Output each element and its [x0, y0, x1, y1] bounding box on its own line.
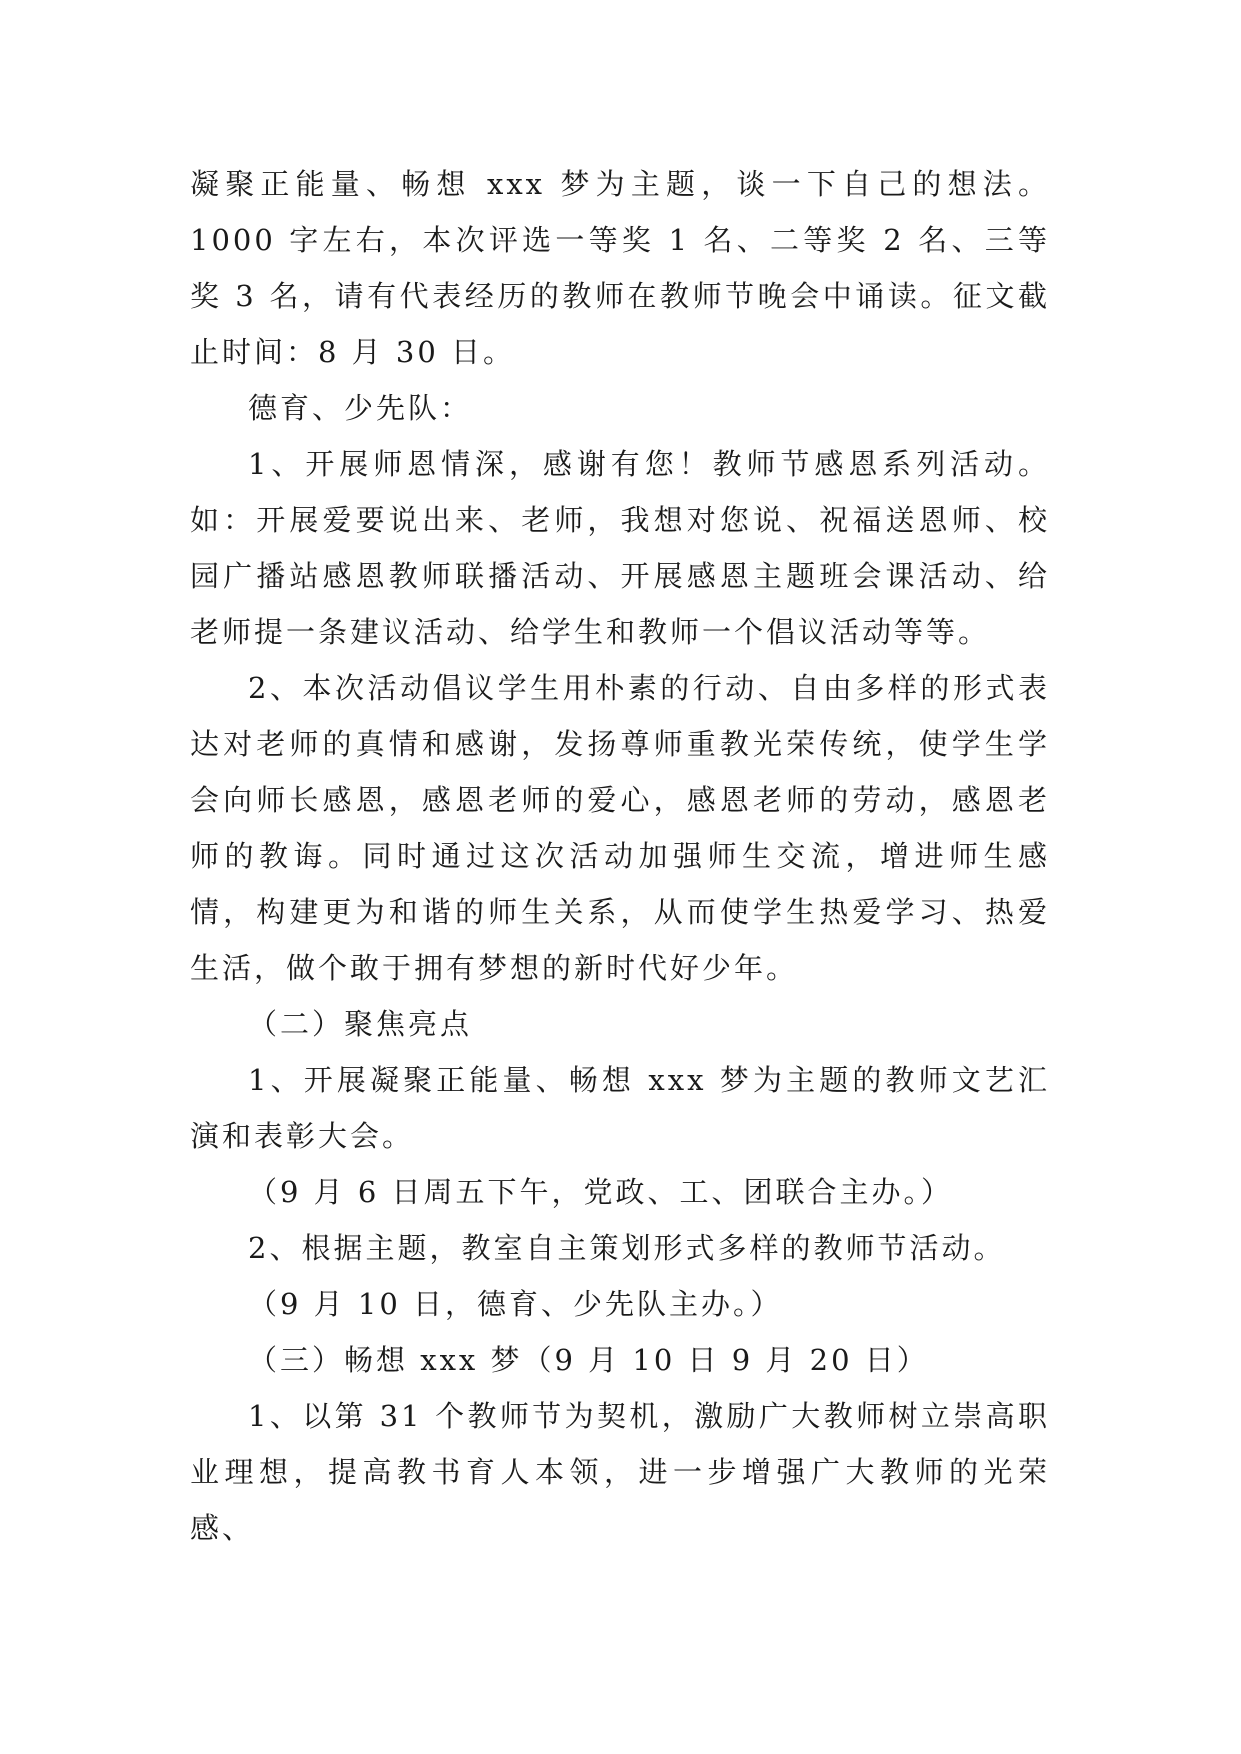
paragraph-focus-item-1: 1、开展凝聚正能量、畅想 xxx 梦为主题的教师文艺汇演和表彰大会。: [190, 1063, 1050, 1153]
paragraph-focus-item-2-note: （9 月 10 日，德育、少先队主办。）: [248, 1287, 783, 1321]
paragraph-dream-item-1: 1、以第 31 个教师节为契机，激励广大教师树立崇高职业理想，提高教书育人本领，进一步增强广大教师的光荣感、: [190, 1399, 1050, 1545]
paragraph-focus-item-2: 2、根据主题，教室自主策划形式多样的教师节活动。: [248, 1231, 1006, 1265]
paragraph-item-2-initiative: 2、本次活动倡议学生用朴素的行动、自由多样的形式表达对老师的真情和感谢，发扬尊师重教光荣传统，使学生学会向师长感恩，感恩老师的爱心，感恩老师的劳动，感恩老师的教诲。同时通过这次活动加强师生交流，增进师生感情，构建更为和谐的师生关系，从而使学生热爱学习、热爱生活，做个敢于拥有梦想的新时代好少年。: [190, 671, 1050, 985]
paragraph-focus-item-1-note: （9 月 6 日周五下午，党政、工、团联合主办。）: [248, 1175, 954, 1209]
paragraph-item-1-gratitude: 1、开展师恩情深，感谢有您！教师节感恩系列活动。如：开展爱要说出来、老师，我想对您说、祝福送恩师、校园广播站感恩教师联播活动、开展感恩主题班会课活动、给老师提一条建议活动、给学生和教师一个倡议活动等等。: [190, 447, 1050, 649]
paragraph-essay-rules: 凝聚正能量、畅想 xxx 梦为主题，谈一下自己的想法。1000 字左右，本次评选一等奖 1 名、二等奖 2 名、三等奖 3 名，请有代表经历的教师在教师节晚会中诵读。征文截止时间：8 月 30 日。: [190, 167, 1050, 369]
section-heading-focus: （二）聚焦亮点: [248, 1007, 473, 1041]
section-heading-dream: （三）畅想 xxx 梦（9 月 10 日 9 月 20 日）: [248, 1343, 929, 1377]
document-body: [190, 156, 1050, 1556]
paragraph-moral-education-heading: 德育、少先队：: [248, 391, 473, 425]
